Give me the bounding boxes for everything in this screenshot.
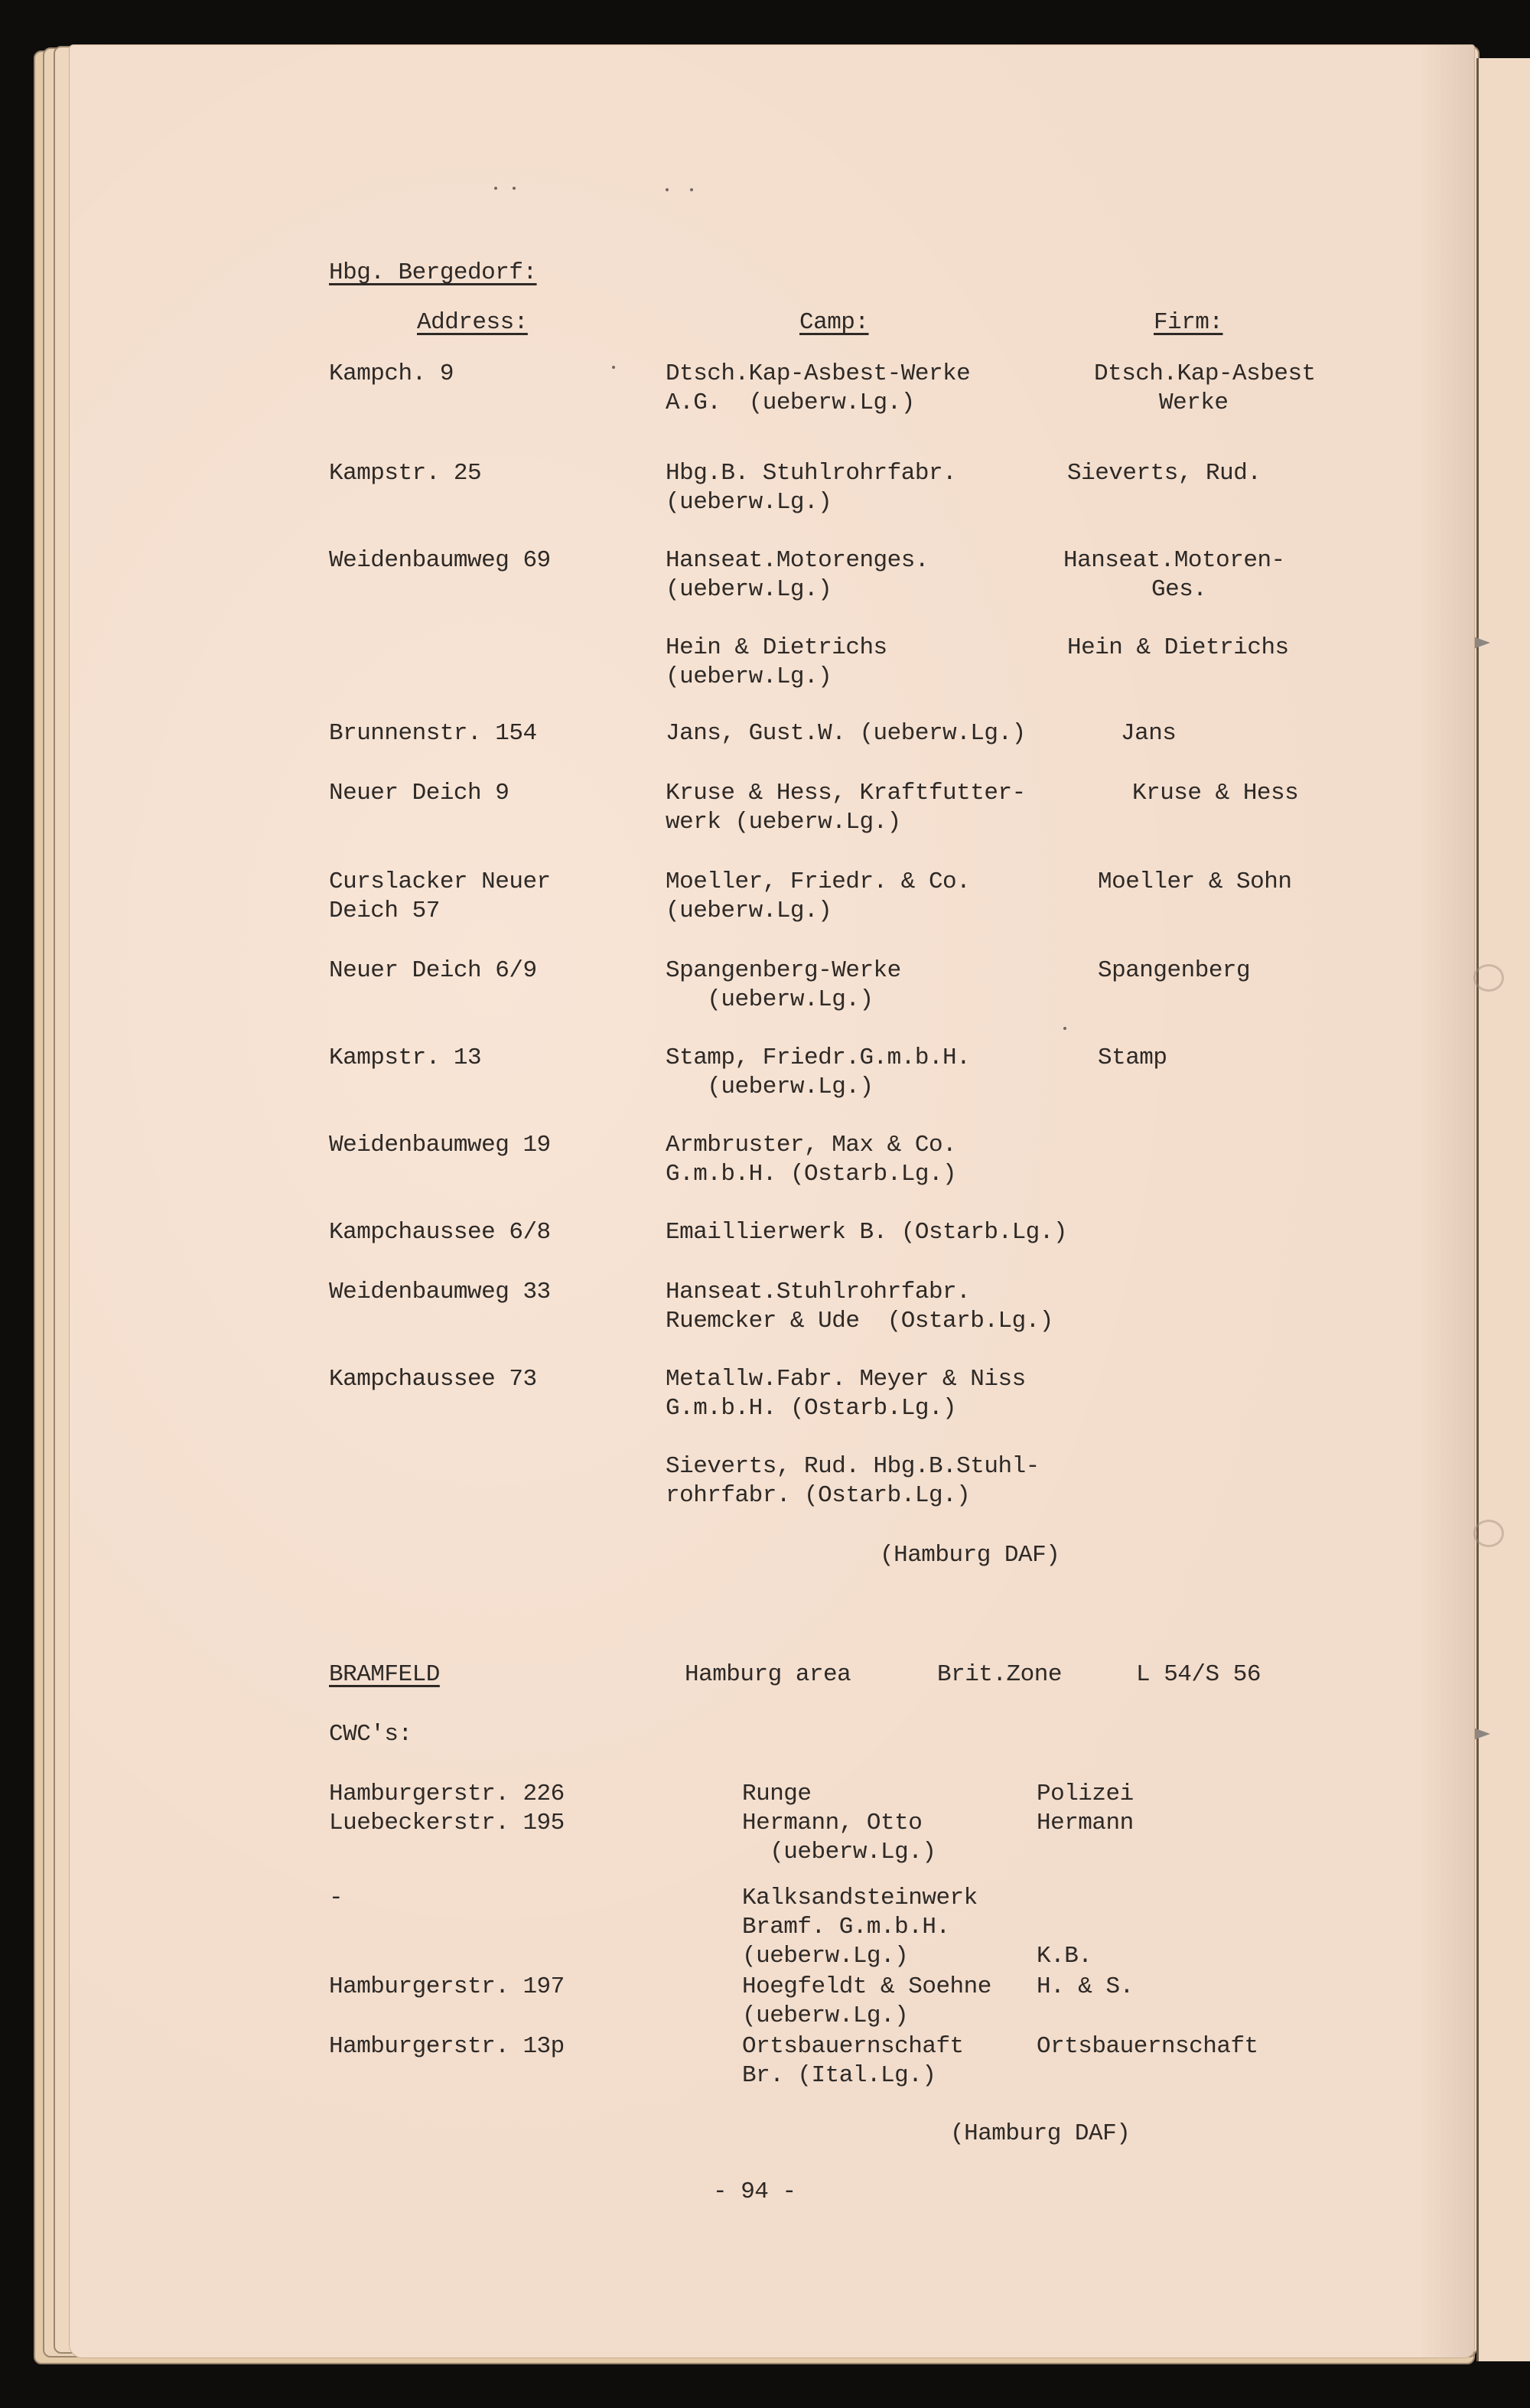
table-cell-camp: (ueberw.Lg.) [742,1839,936,1865]
table-cell-camp: G.m.b.H. (Ostarb.Lg.) [666,1395,957,1422]
table-cell-address: Neuer Deich 6/9 [329,957,537,984]
table-cell-address: Weidenbaumweg 69 [329,547,551,574]
table-cell-camp: Dtsch.Kap-Asbest-Werke [666,360,971,387]
table-cell-address: Luebeckerstr. 195 [329,1810,565,1836]
column-header-firm: Firm: [1154,309,1223,336]
table-cell-firm: Hanseat.Motoren- [1063,547,1285,574]
table-cell-address: Hamburgerstr. 13p [329,2033,565,2060]
table-cell-firm: Hein & Dietrichs [1067,634,1289,661]
table-cell-camp: Hbg.B. Stuhlrohrfabr. [666,460,957,487]
ink-speck [494,187,497,190]
table-cell-camp: Spangenberg-Werke [666,957,901,984]
table-cell-address: Weidenbaumweg 19 [329,1132,551,1158]
table-cell-firm: H. & S. [1037,1973,1134,2000]
table-cell-address: Weidenbaumweg 33 [329,1279,551,1305]
table-cell-camp: Ortsbauernschaft [742,2033,964,2060]
table-cell-address: Kampch. 9 [329,360,454,387]
table-cell-camp: (ueberw.Lg.) [742,1943,909,1970]
table-cell-firm: Polizei [1037,1781,1134,1807]
table-cell-camp: (ueberw.Lg.) [666,1074,874,1100]
table-cell-camp: (ueberw.Lg.) [666,663,832,690]
table-cell-address: Deich 57 [329,898,440,924]
subheading: CWC's: [329,1721,412,1748]
table-cell-camp: Hermann, Otto [742,1810,923,1836]
table-cell-address: Hamburgerstr. 226 [329,1781,565,1807]
table-cell-firm: Jans [1121,720,1177,747]
table-cell-address: Kampstr. 25 [329,460,482,487]
table-cell-address: Neuer Deich 9 [329,780,509,806]
table-cell-camp: Runge [742,1781,812,1807]
table-cell-address: Brunnenstr. 154 [329,720,537,747]
table-cell-camp: (ueberw.Lg.) [666,489,832,516]
ink-speck [1063,1027,1066,1030]
table-cell-camp: (ueberw.Lg.) [666,986,874,1013]
table-cell-firm: Ortsbauernschaft [1037,2033,1258,2060]
table-cell-camp: A.G. (ueberw.Lg.) [666,389,915,416]
table-cell-camp: (ueberw.Lg.) [742,2002,909,2029]
section-heading: BRAMFELD [329,1661,440,1688]
table-cell-firm: Moeller & Sohn [1098,868,1292,895]
table-cell-firm: K.B. [1037,1943,1092,1970]
table-cell-firm: Dtsch.Kap-Asbest [1094,360,1316,387]
table-cell-camp: Moeller, Friedr. & Co. [666,868,971,895]
ink-speck [666,188,669,191]
adjacent-page-edge [1476,58,1530,2361]
page-number: - 94 - [713,2178,796,2205]
staple-mark-icon [1473,1520,1504,1547]
ink-speck [690,188,693,191]
table-cell-camp: Hoegfeldt & Soehne [742,1973,991,2000]
table-cell-address: - [329,1885,343,1911]
table-cell-camp: Hein & Dietrichs [666,634,887,661]
column-header-address: Address: [417,309,528,336]
table-cell-camp: werk (ueberw.Lg.) [666,809,901,836]
table-cell-camp: Armbruster, Max & Co. [666,1132,957,1158]
staple-mark-icon [1473,964,1504,992]
section-heading: Hbg. Bergedorf: [329,259,537,286]
ink-speck [612,366,615,369]
document-page [69,44,1475,2358]
table-cell-camp: (ueberw.Lg.) [666,576,832,603]
table-cell-firm: Ges. [1151,576,1207,603]
page-tab-marker-icon [1473,637,1490,649]
table-cell-camp: Kalksandsteinwerk [742,1885,978,1911]
source-note: (Hamburg DAF) [880,1542,1060,1569]
column-header-camp: Camp: [799,309,869,336]
table-cell-camp: Kruse & Hess, Kraftfutter- [666,780,1026,806]
table-cell-firm: Kruse & Hess [1132,780,1299,806]
area-label: Hamburg area [685,1661,851,1688]
table-cell-address: Kampchaussee 6/8 [329,1219,551,1246]
table-cell-firm: Werke [1159,389,1229,416]
zone-label: Brit.Zone [937,1661,1062,1688]
table-cell-camp: (ueberw.Lg.) [666,898,832,924]
ink-speck [513,187,516,190]
table-cell-firm: Stamp [1098,1044,1167,1071]
table-cell-camp: Jans, Gust.W. (ueberw.Lg.) [666,720,1026,747]
table-cell-camp: Hanseat.Stuhlrohrfabr. [666,1279,971,1305]
table-cell-camp: rohrfabr. (Ostarb.Lg.) [666,1482,971,1509]
page-tab-marker-icon [1473,1728,1490,1740]
table-cell-camp: G.m.b.H. (Ostarb.Lg.) [666,1161,957,1188]
table-cell-firm: Spangenberg [1098,957,1251,984]
table-cell-camp: Emaillierwerk B. (Ostarb.Lg.) [666,1219,1067,1246]
table-cell-address: Hamburgerstr. 197 [329,1973,565,2000]
table-cell-firm: Hermann [1037,1810,1134,1836]
table-cell-address: Kampchaussee 73 [329,1366,537,1393]
table-cell-camp: Hanseat.Motorenges. [666,547,929,574]
source-note: (Hamburg DAF) [950,2120,1131,2147]
table-cell-firm: Sieverts, Rud. [1067,460,1261,487]
table-cell-camp: Metallw.Fabr. Meyer & Niss [666,1366,1026,1393]
table-cell-camp: Br. (Ital.Lg.) [742,2062,936,2089]
table-cell-camp: Bramf. G.m.b.H. [742,1914,950,1940]
table-cell-camp: Ruemcker & Ude (Ostarb.Lg.) [666,1308,1053,1334]
map-reference: L 54/S 56 [1136,1661,1261,1688]
table-cell-camp: Sieverts, Rud. Hbg.B.Stuhl- [666,1453,1040,1480]
table-cell-address: Curslacker Neuer [329,868,551,895]
table-cell-address: Kampstr. 13 [329,1044,482,1071]
table-cell-camp: Stamp, Friedr.G.m.b.H. [666,1044,971,1071]
